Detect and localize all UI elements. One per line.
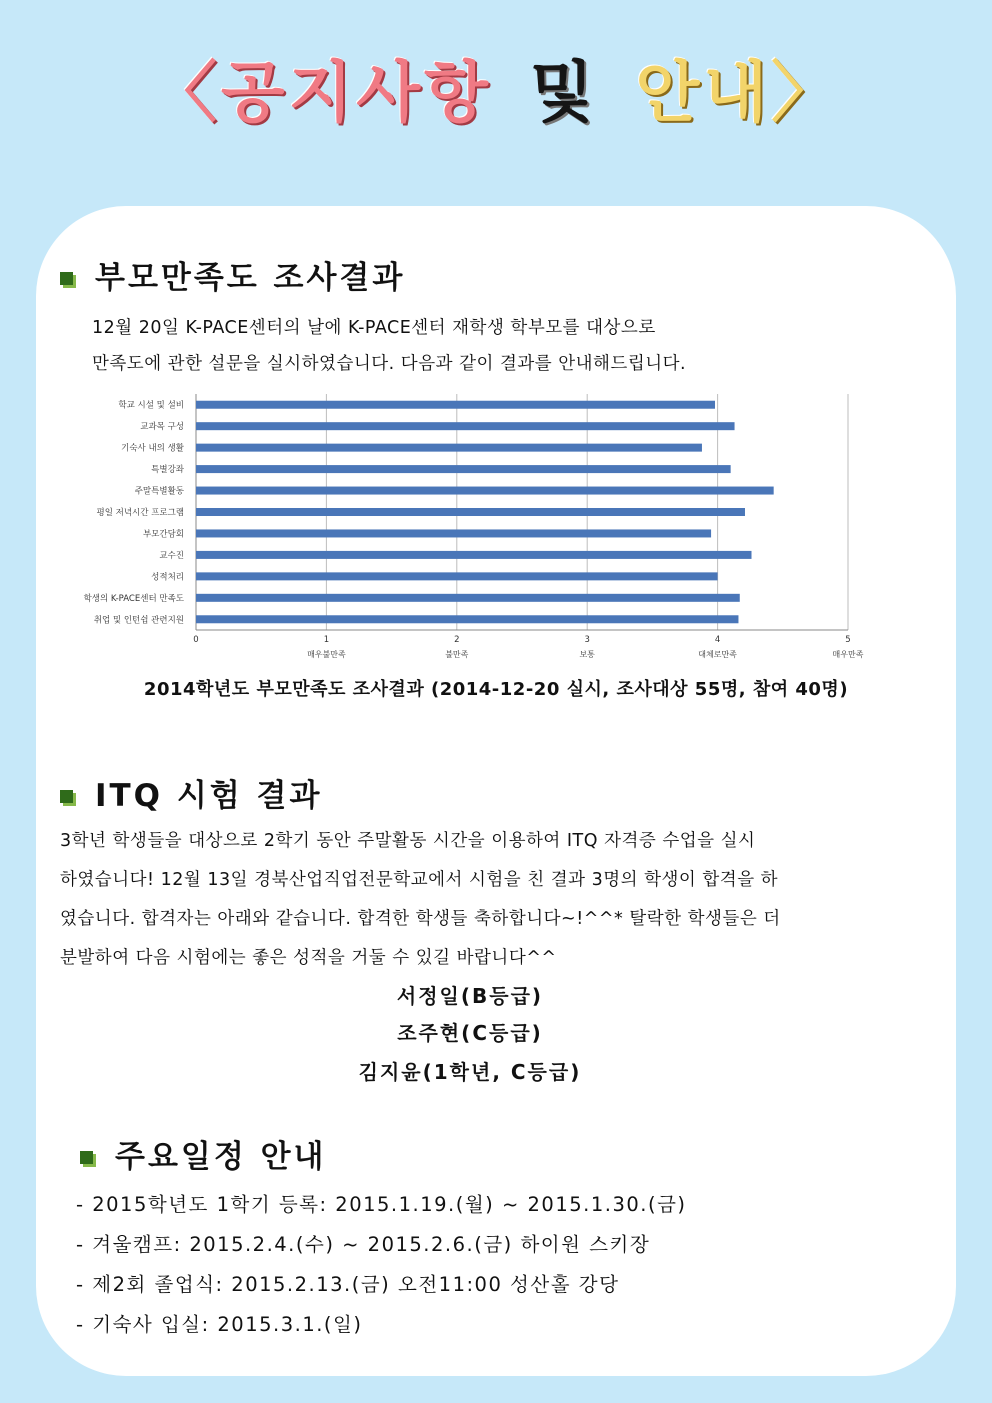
chart-tick-label: 3: [584, 635, 590, 645]
chart-scale-label: 매우불만족: [307, 650, 346, 659]
section-schedule-heading: [80, 1131, 326, 1176]
square-bullet-icon: [60, 790, 73, 803]
survey-intro-line2: 만족도에 관한 설문을 실시하였습니다. 다음과 같이 결과를 안내해드립니다.: [92, 354, 687, 374]
chart-tick-label: 2: [454, 635, 460, 645]
chart-category-label: 주말특별활동: [134, 486, 184, 497]
survey-bar-chart: [56, 390, 886, 665]
survey-chart-caption: 2014학년도 부모만족도 조사결과 (2014-12-20 실시, 조사대상 55명, 참여 40명): [143, 679, 849, 700]
title-part-notice: 〈공지사항: [150, 54, 492, 131]
title-part-guide: 안내〉: [635, 54, 842, 131]
itq-text-line: 였습니다. 합격자는 아래와 같습니다. 합격한 학생들 축하합니다~!^^* 탈락한 학생들은 더: [60, 909, 781, 929]
chart-bar: [196, 401, 715, 409]
chart-category-label: 교과목 구성: [140, 422, 184, 433]
chart-scale-label: 보통: [579, 650, 595, 659]
chart-bar: [196, 529, 711, 537]
chart-tick-label: 4: [714, 635, 721, 645]
chart-scale-label: 불만족: [445, 650, 469, 659]
chart-category-label: 기숙사 내의 생활: [121, 443, 184, 454]
schedule-item: - 제2회 졸업식: 2015.2.13.(금) 오전11:00 성산홀 강당: [76, 1273, 620, 1296]
chart-category-label: 학생의 K-PACE센터 만족도: [83, 593, 184, 604]
section-survey-heading: [60, 252, 405, 297]
chart-bar: [196, 615, 738, 623]
itq-text-line: 3학년 학생들을 대상으로 2학기 동안 주말활동 시간을 이용하여 ITQ 자격증 수업을 실시: [60, 831, 756, 851]
passer-name: 김지윤(1학년, C등급): [358, 1060, 582, 1084]
passer-name: 서정일(B등급): [396, 984, 544, 1008]
chart-tick-label: 1: [323, 635, 330, 645]
chart-scale-label: 매우만족: [832, 650, 864, 659]
chart-category-label: 교수진: [159, 550, 184, 561]
schedule-item: - 기숙사 입실: 2015.3.1.(일): [76, 1313, 363, 1336]
chart-bar: [196, 487, 774, 495]
chart-category-label: 평일 저녁시간 프로그램: [96, 508, 184, 518]
schedule-item: - 겨울캠프: 2015.2.4.(수) ~ 2015.2.6.(금) 하이원 스키장: [76, 1233, 651, 1256]
passer-name: 조주현(C등급): [397, 1021, 543, 1045]
chart-bar: [196, 444, 702, 452]
page-title: [0, 38, 992, 148]
chart-tick-label: 5: [845, 635, 851, 645]
chart-category-label: 취업 및 인턴쉽 관련지원: [93, 615, 184, 626]
chart-scale-label: 대체로만족: [698, 650, 737, 659]
chart-bar: [196, 594, 740, 602]
chart-category-label: 학교 시설 및 설비: [118, 400, 184, 411]
chart-category-label: 성적처리: [151, 572, 184, 583]
chart-category-label: 특별강좌: [151, 465, 184, 476]
itq-text-line: 분발하여 다음 시험에는 좋은 성적을 거둘 수 있길 바랍니다^^: [60, 948, 557, 968]
schedule-item: - 2015학년도 1학기 등록: 2015.1.19.(월) ~ 2015.1.30.(금): [76, 1193, 687, 1216]
itq-text-line: 하였습니다! 12월 13일 경북산업직업전문학교에서 시험을 친 결과 3명의 학생이 합격을 하: [60, 870, 779, 890]
section-itq-title: ITQ 시험 결과: [95, 778, 323, 814]
chart-category-label: 부모간담회: [142, 529, 184, 540]
square-bullet-icon: [60, 272, 73, 285]
survey-chart-svg: [56, 390, 886, 665]
chart-bar: [196, 572, 718, 580]
chart-bar: [196, 508, 745, 516]
section-schedule-title: 주요일정 안내: [115, 1139, 327, 1175]
survey-intro-line1: 12월 20일 K-PACE센터의 날에 K-PACE센터 재학생 학부모를 대상으로: [92, 318, 656, 338]
section-itq-heading: [60, 770, 322, 815]
chart-bar: [196, 422, 735, 430]
title-part-and: 및: [529, 54, 598, 131]
section-survey-title: 부모만족도 조사결과: [95, 260, 406, 296]
chart-tick-label: 0: [193, 635, 199, 645]
chart-bar: [196, 465, 731, 473]
square-bullet-icon: [80, 1151, 93, 1164]
chart-bar: [196, 551, 752, 559]
